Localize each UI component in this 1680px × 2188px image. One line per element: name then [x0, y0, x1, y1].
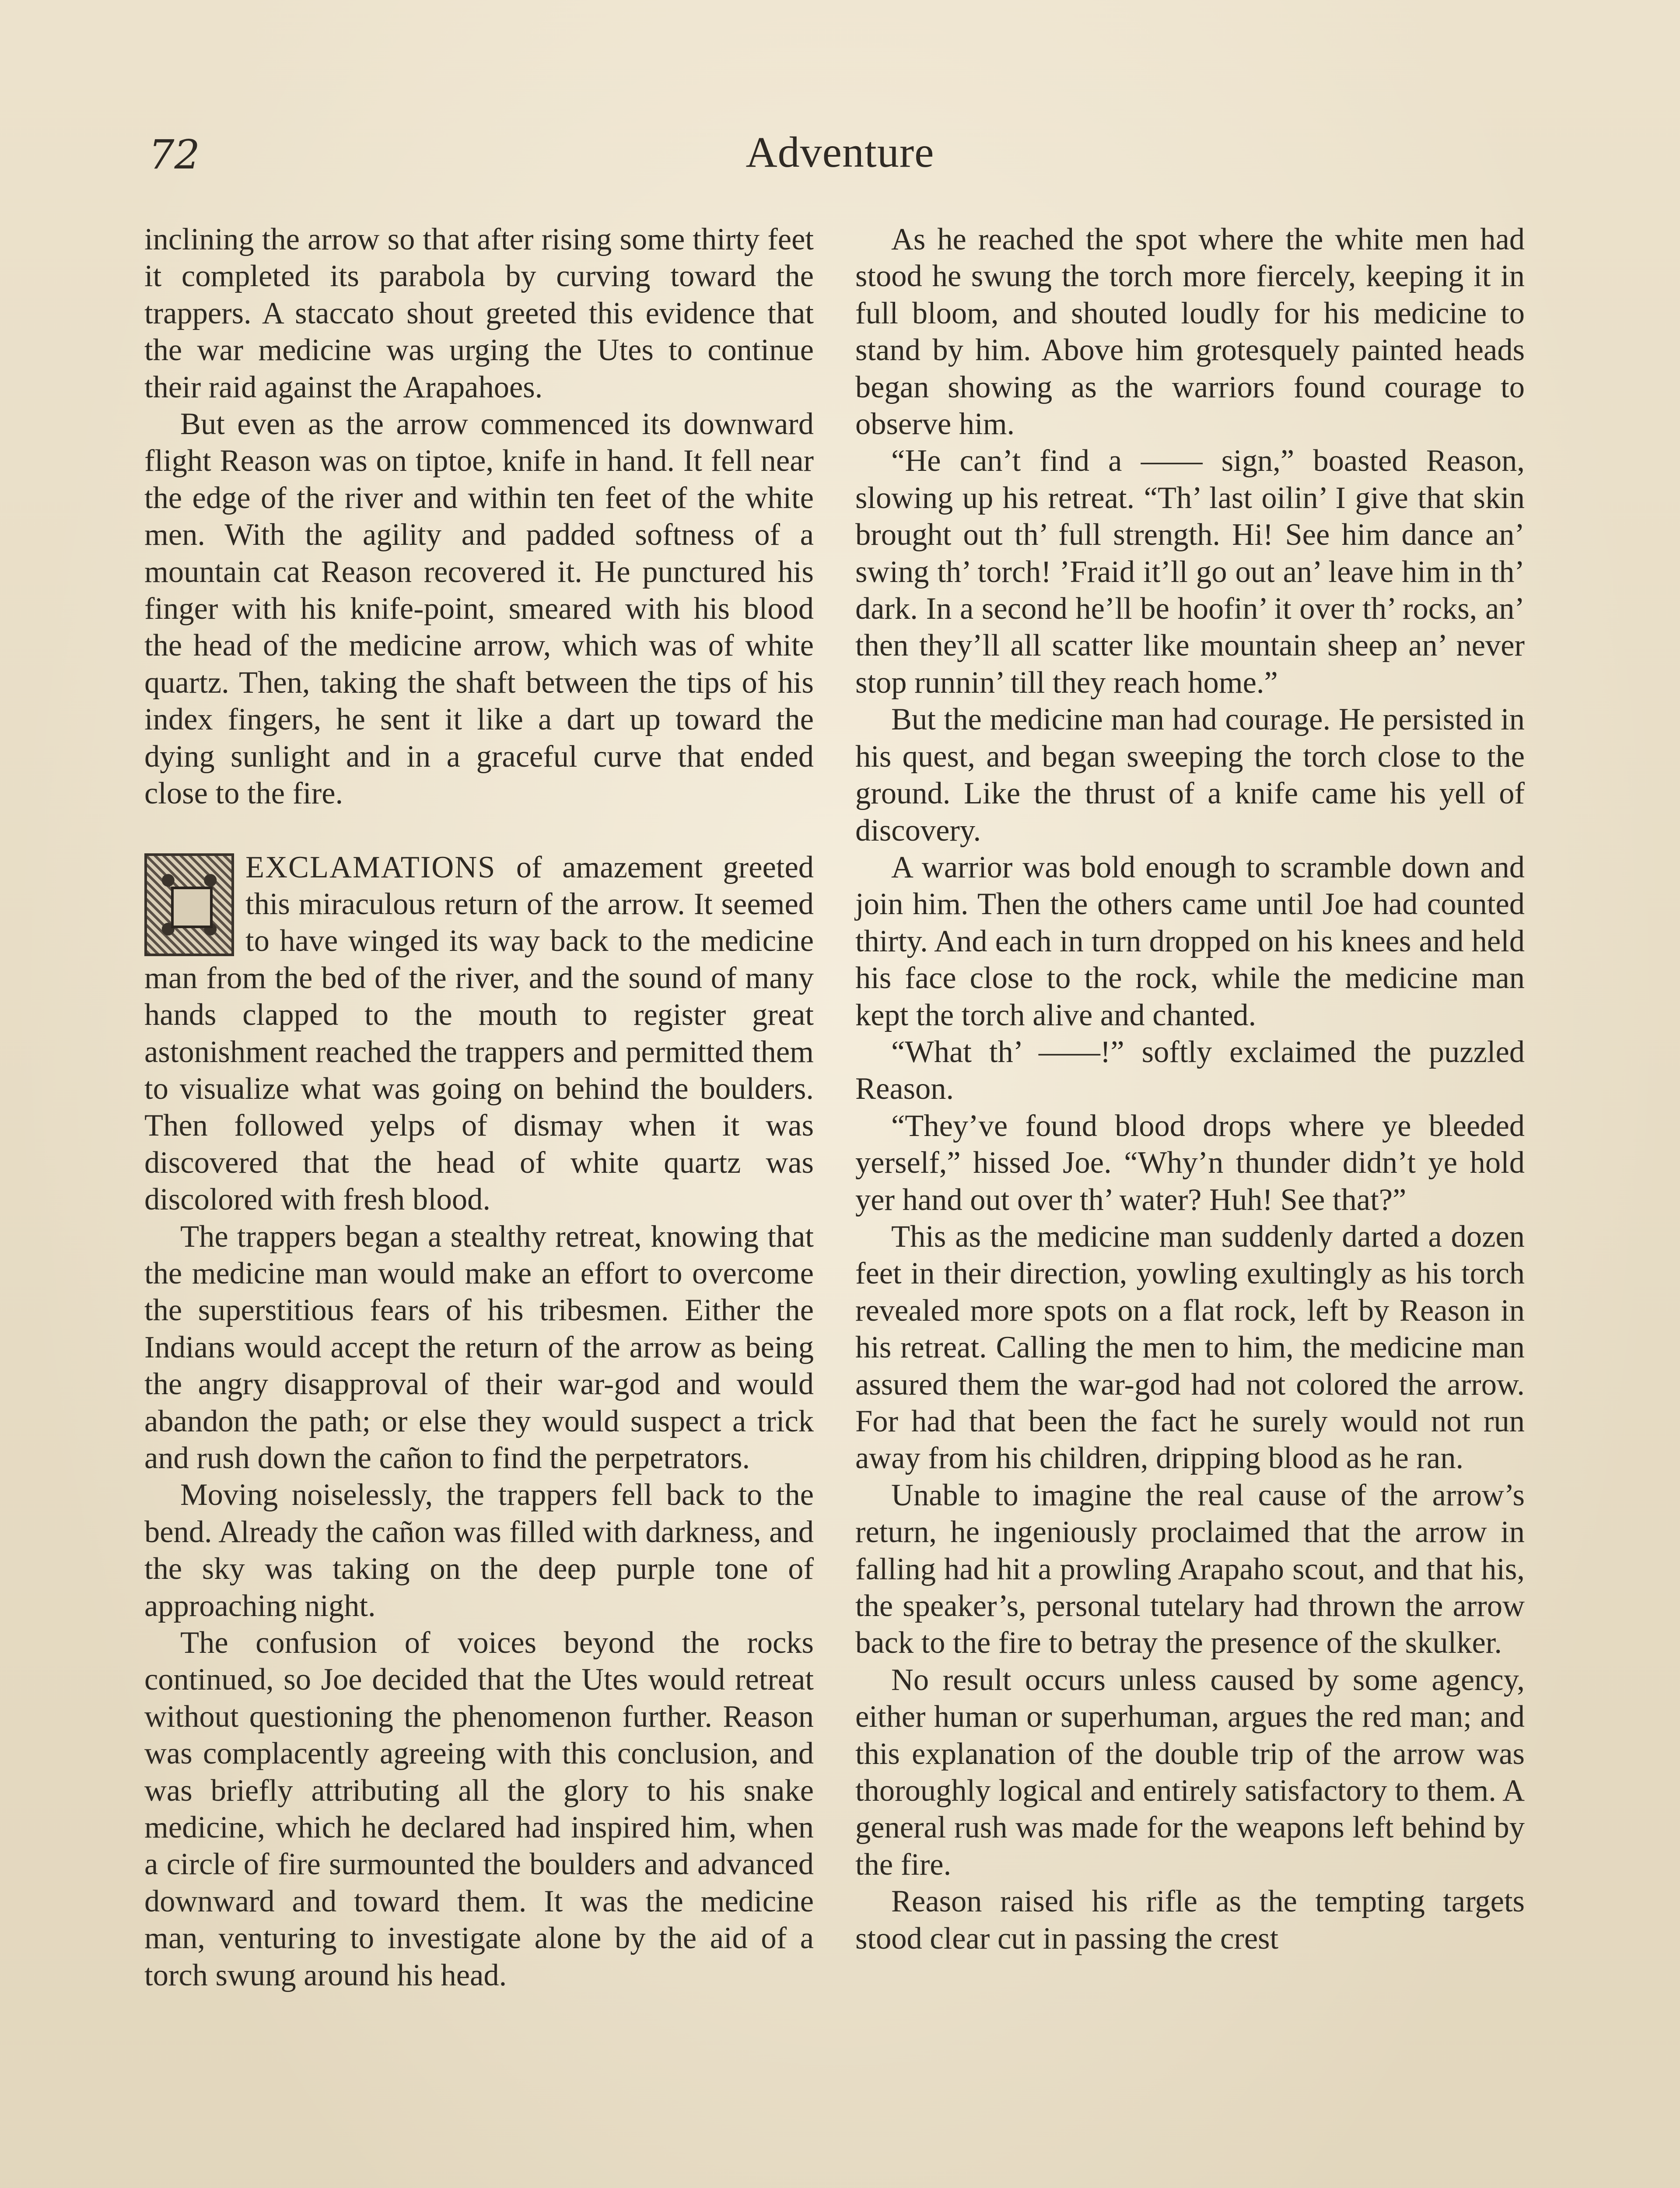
- left-column: [144, 221, 814, 1994]
- paragraph: inclining the arrow so that after rising some thirty feet it completed its parabola by curving toward the trappers. A staccato shout greeted this evidence that the war medicine was urging the Utes to continue their raid against the Arapahoes.: [144, 222, 814, 404]
- right-column: [855, 221, 1525, 1957]
- paragraph-text: of amazement greeted this miraculous return of the arrow. It seemed to have winged its way back to the medicine man from the bed of the river, and the sound of many hands clapped to the mouth to register great astonishment reached the trappers and permitted them to visualize what was going on behind the boulders. Then followed yelps of dismay when it was discovered that the head of white quartz was discolored with fresh blood.: [144, 850, 814, 1217]
- paragraph: The confusion of voices beyond the rocks continued, so Joe decided that the Utes would retreat without questioning the phenomenon further. Reason was complacently agreeing with this conclusion, and was briefly attributing all the glory to his snake medicine, which he declared had inspired him, when a circle of fire surmounted the boulders and advanced downward and toward them. It was the medicine man, venturing to investigate alone by the aid of a torch swung around his head.: [144, 1626, 814, 1992]
- paragraph: As he reached the spot where the white men had stood he swung the torch more fiercely, keeping it in full bloom, and shouted loudly for his medicine to stand by him. Above him grotesquely painted heads began showing as the warriors found courage to observe him.: [855, 222, 1525, 442]
- section-opening-paragraph: [144, 849, 814, 1218]
- page-number: 72: [149, 131, 200, 178]
- paragraph: No result occurs unless caused by some agency, either human or superhuman, argues the red man; and this explanation of the double trip of the arrow was thoroughly logical and entirely satisfactory to them. A general rush was made for the weapons left behind by the fire.: [855, 1662, 1525, 1882]
- paragraph: “What th’ ——!” softly exclaimed the puzzled Reason.: [855, 1034, 1525, 1106]
- paragraph: “They’ve found blood drops where ye bleeded yerself,” hissed Joe. “Why’n thunder didn’t ye hold yer hand out over th’ water? Huh! See that?”: [855, 1108, 1525, 1217]
- paragraph: A warrior was bold enough to scramble down and join him. Then the others came until Joe had counted thirty. And each in turn dropped on his knees and held his face close to the rock, while the medicine man kept the torch alive and chanted.: [855, 850, 1525, 1032]
- running-head: Adventure: [746, 128, 934, 176]
- paragraph: This as the medicine man suddenly darted a dozen feet in their direction, yowling exultingly as his torch revealed more spots on a flat rock, left by Reason in his retreat. Calling the men to him, the medicine man assured them the war-god had not colored the arrow. For had that been the fact he surely would not run away from his children, dripping blood as he ran.: [855, 1219, 1525, 1476]
- paragraph: Unable to imagine the real cause of the arrow’s return, he ingeniously proclaimed that the arrow in falling had hit a prowling Arapaho scout, and that his, the speaker’s, personal tutelary had thrown the arrow back to the fire to betray the presence of the skulker.: [855, 1478, 1525, 1660]
- paragraph: The trappers began a stealthy retreat, knowing that the medicine man would make an effort to overcome the superstitious fears of his tribesmen. Either the Indians would accept the return of the arrow as being the angry disapproval of their war-god and would abandon the path; or else they would suspect a trick and rush down the cañon to find the perpetrators.: [144, 1219, 814, 1475]
- page-header: [149, 127, 1531, 193]
- paragraph: Moving noiselessly, the trappers fell back to the bend. Already the cañon was filled with darkness, and the sky was taking on the deep purple tone of approaching night.: [144, 1478, 814, 1623]
- paragraph: “He can’t find a —— sign,” boasted Reason, slowing up his retreat. “Th’ last oilin’ I give that skin brought out th’ full strength. Hi! See him dance an’ swing th’ torch! ’Fraid it’ll go out an’ leave him in th’ dark. In a second he’ll be hoofin’ it over th’ rocks, an’ then they’ll all scatter like mountain sheep an’ never stop runnin’ till they reach home.”: [855, 444, 1525, 700]
- paragraph: But the medicine man had courage. He persisted in his quest, and began sweeping the torch close to the ground. Like the thrust of a knife came his yell of discovery.: [855, 702, 1525, 848]
- paragraph: Reason raised his rifle as the tempting targets stood clear cut in passing the crest: [855, 1884, 1525, 1956]
- ornament-icon: [144, 853, 234, 956]
- section-lead-word: EXCLAMATIONS: [245, 850, 496, 884]
- paragraph: But even as the arrow commenced its downward flight Reason was on tiptoe, knife in hand. It fell near the edge of the river and within ten feet of the white men. With the agility and padded softness of a mountain cat Reason recovered it. He punctured his finger with his knife-point, smeared with his blood the head of the medicine arrow, which was of white quartz. Then, taking the shaft between the tips of his index fingers, he sent it like a dart up toward the dying sunlight and in a graceful curve that ended close to the fire.: [144, 407, 814, 811]
